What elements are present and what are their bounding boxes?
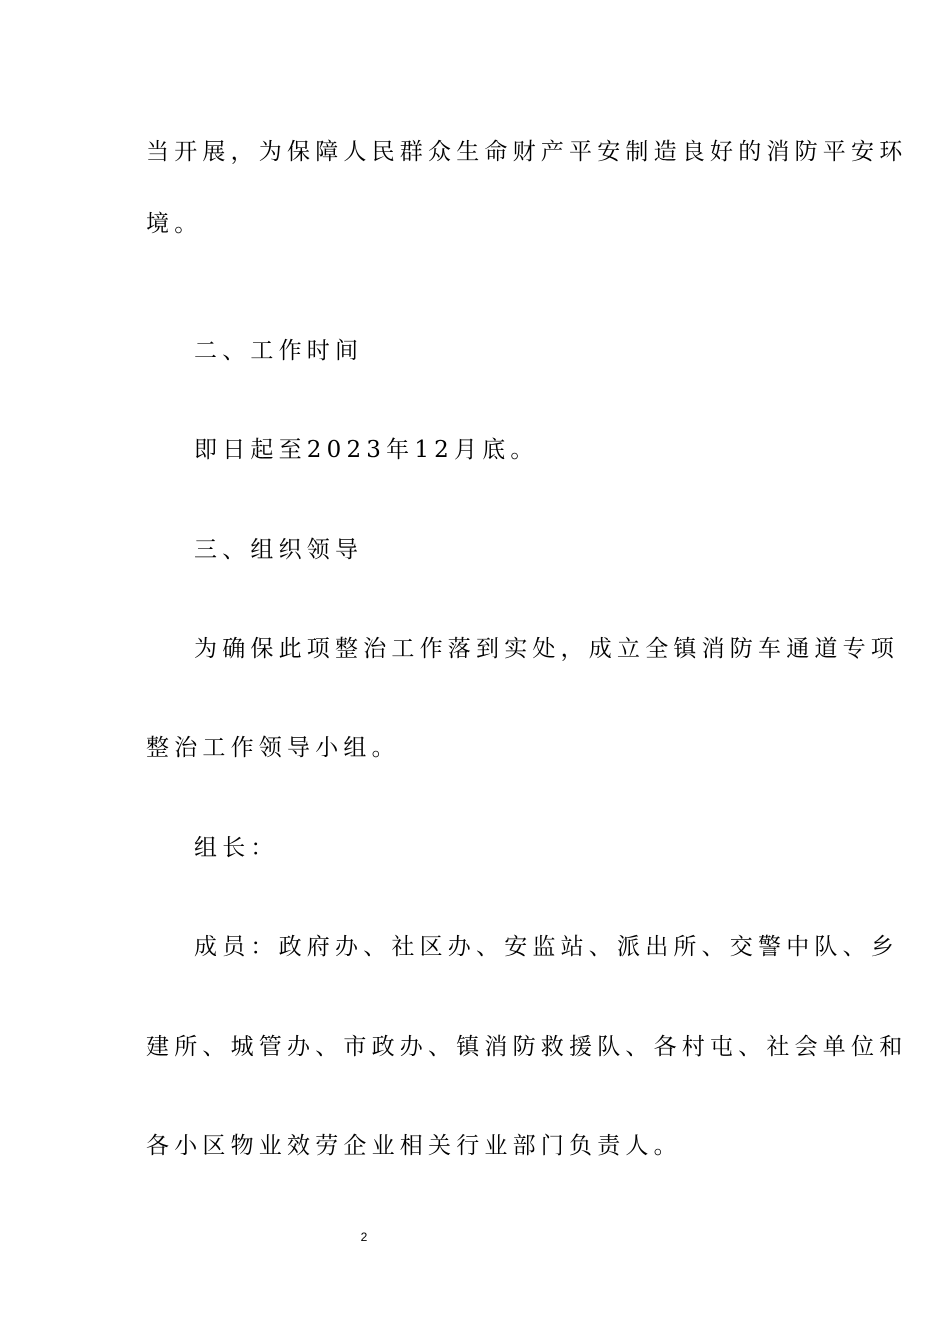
members-line: 各小区物业效劳企业相关行业部门负责人。 <box>146 1133 682 1159</box>
section-heading-organization: 三、组织领导 <box>194 537 364 563</box>
paragraph-line: 境。 <box>146 211 203 237</box>
paragraph-line: 整治工作领导小组。 <box>146 735 400 761</box>
paragraph-line: 当开展，为保障人民群众生命财产平安制造良好的消防平安环 <box>146 139 908 165</box>
paragraph-line: 为确保此项整治工作落到实处，成立全镇消防车通道专项 <box>194 636 899 662</box>
paragraph-line: 即日起至2023年12月底。 <box>194 437 539 463</box>
members-line: 成员：政府办、社区办、安监站、派出所、交警中队、乡 <box>194 934 899 960</box>
section-heading-work-time: 二、工作时间 <box>194 338 364 364</box>
page-number: 2 <box>360 1230 368 1244</box>
leader-line: 组长： <box>194 835 279 861</box>
members-line: 建所、城管办、市政办、镇消防救援队、各村屯、社会单位和 <box>146 1034 908 1060</box>
